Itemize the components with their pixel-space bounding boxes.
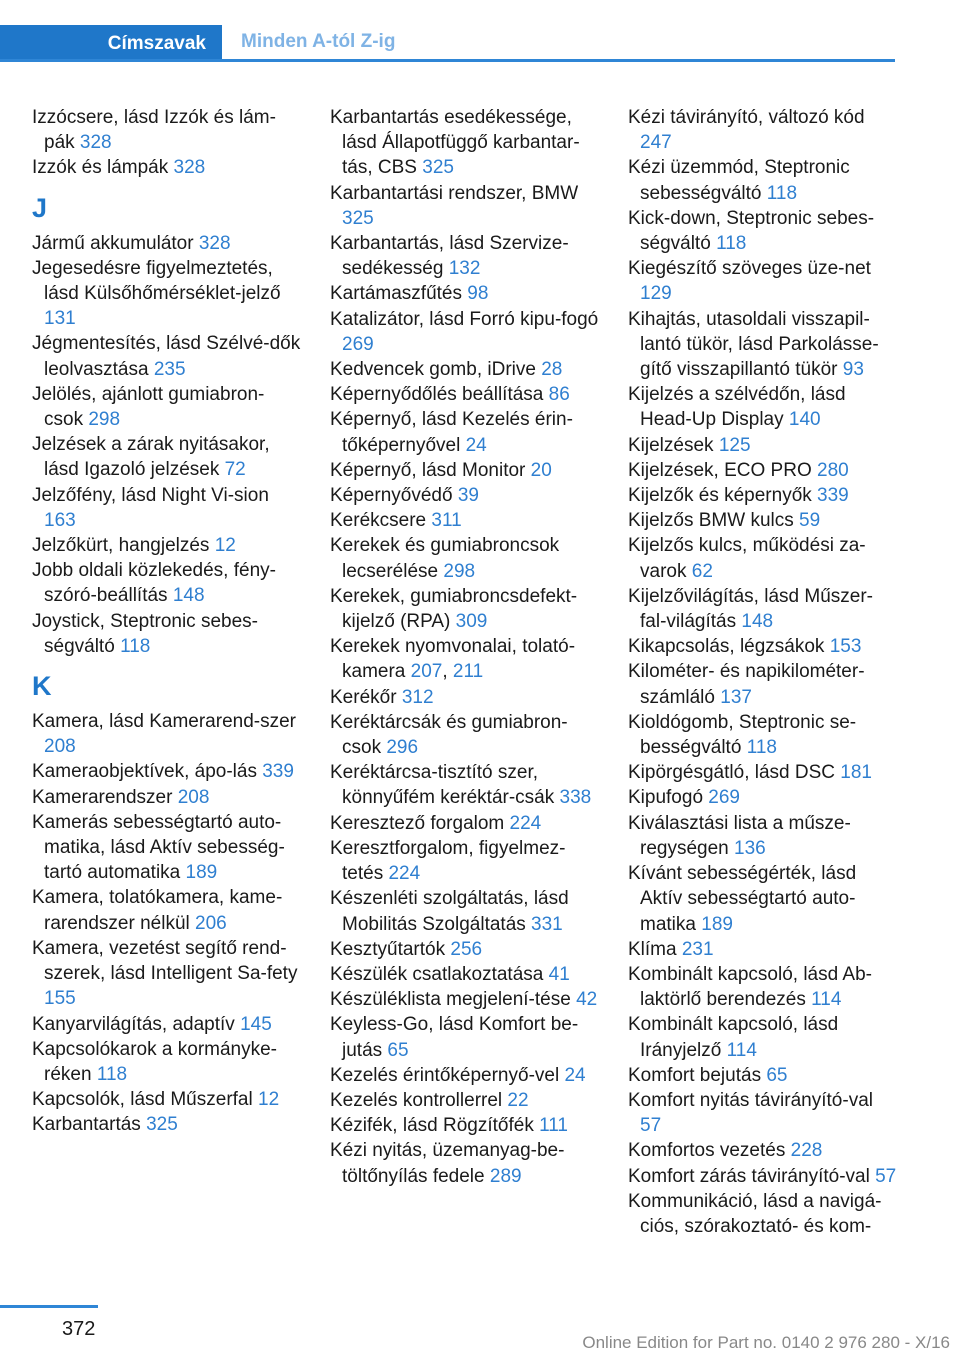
- index-entry: [330, 685, 600, 710]
- page-link[interactable]: 338: [559, 787, 592, 809]
- index-entry: [32, 1037, 302, 1087]
- index-entry: [628, 155, 898, 205]
- page-link[interactable]: 289: [489, 1165, 522, 1187]
- index-entry-text: Izzók és lámpák: [32, 157, 169, 179]
- page-link[interactable]: 137: [720, 686, 752, 708]
- page-link[interactable]: 189: [185, 862, 218, 884]
- page-link[interactable]: 42: [576, 989, 598, 1011]
- index-entry-text: Keréktárcsa-tisztító szer, könnyűfém keréktár-csák: [330, 762, 555, 809]
- page-link[interactable]: 118: [96, 1063, 128, 1085]
- index-entry: [628, 1012, 898, 1062]
- index-entry-text: Katalizátor, lásd Forró kipu-fogó: [330, 308, 599, 330]
- index-entry-text: Kipörgésgátló, lásd DSC: [628, 762, 835, 784]
- index-entry: [330, 1012, 600, 1062]
- index-entry: [32, 759, 302, 784]
- page-link[interactable]: 231: [681, 938, 714, 960]
- index-entry: [628, 483, 898, 508]
- index-entry: [32, 483, 302, 533]
- page-link[interactable]: 208: [44, 736, 76, 758]
- index-entry: [32, 885, 302, 935]
- index-entry: [330, 281, 600, 306]
- index-entry-text: Kijelzővilágítás, lásd Műszer-fal-világítás: [628, 585, 873, 633]
- index-entry: [628, 105, 898, 155]
- index-entry: [628, 634, 898, 659]
- index-entry-text: Képernyő, lásd Kezelés érin-tőképernyővel: [330, 409, 573, 456]
- tab-minden-a-z-label: Minden A-tól Z-ig: [241, 31, 396, 52]
- index-entry: [32, 609, 302, 659]
- index-entry-text: Kedvencek gomb, iDrive: [330, 359, 536, 381]
- page-link[interactable]: 298: [88, 409, 121, 431]
- index-entry: [32, 256, 302, 332]
- page-link[interactable]: 62: [691, 560, 713, 582]
- index-entry-text: Kijelzős kulcs, működési za-varok: [628, 535, 866, 582]
- page-link[interactable]: 93: [842, 359, 864, 381]
- index-entry-text: Jégmentesítés, lásd Szélvé-dők leolvasztása: [32, 333, 301, 380]
- index-entry: [330, 458, 600, 483]
- page-link[interactable]: 12: [214, 535, 236, 557]
- index-entry-text: Kézi üzemmód, Steptronic sebességváltó: [628, 157, 850, 204]
- page-link[interactable]: 163: [44, 509, 76, 531]
- index-entry-text: Kijelzős BMW kulcs: [628, 510, 794, 532]
- page-link[interactable]: 41: [548, 963, 570, 985]
- index-column-1: [32, 105, 302, 1138]
- index-entry: [628, 937, 898, 962]
- index-entry: [628, 760, 898, 785]
- index-entry-text: Keresztforgalom, figyelmez-tetés: [330, 837, 566, 885]
- index-entry: [330, 584, 600, 634]
- page-number: 372: [62, 1318, 96, 1340]
- page-link[interactable]: 129: [640, 283, 672, 305]
- index-entry: [330, 483, 600, 508]
- index-entry: [32, 558, 302, 608]
- index-entry: [32, 533, 302, 558]
- index-entry-text: Kesztyűtartók: [330, 938, 446, 960]
- index-entry: [32, 709, 302, 759]
- index-entry: [628, 382, 898, 432]
- index-entry-text: Kapcsolókarok a kormányke-réken: [32, 1038, 277, 1085]
- index-entry-text: Kezelés érintőképernyő-vel: [330, 1064, 560, 1086]
- index-entry: [330, 508, 600, 533]
- footer-rule: [0, 1305, 98, 1308]
- page-link[interactable]: 325: [422, 157, 454, 179]
- page-link[interactable]: 328: [198, 232, 231, 254]
- index-entry: [330, 1113, 600, 1138]
- page-link[interactable]: 328: [79, 132, 112, 154]
- page-link[interactable]: 269: [708, 787, 740, 809]
- index-entry: [628, 1189, 898, 1239]
- index-entry: [330, 1063, 600, 1088]
- index-column-3: [628, 105, 898, 1239]
- page-link[interactable]: 24: [465, 434, 487, 456]
- page-link[interactable]: 269: [342, 333, 374, 355]
- page-link[interactable]: 118: [766, 182, 798, 204]
- index-entry: [628, 1164, 898, 1189]
- page-link[interactable]: 72: [224, 459, 246, 481]
- index-entry-text: Komfort bejutás: [628, 1064, 762, 1086]
- page-link[interactable]: 148: [172, 585, 205, 607]
- index-entry: [628, 659, 898, 709]
- section-letter: J: [32, 192, 48, 223]
- index-entry: [32, 105, 302, 155]
- page-link[interactable]: 224: [509, 812, 542, 834]
- page-link[interactable]: 256: [450, 938, 483, 960]
- index-entry: [32, 231, 302, 256]
- index-entry: [330, 937, 600, 962]
- index-entry-text: Készenléti szolgáltatás, lásd Mobilitás Szolgáltatás: [330, 888, 569, 935]
- index-entry-text: Kick-down, Steptronic sebes-ségváltó: [628, 207, 875, 255]
- page-link[interactable]: 111: [539, 1115, 568, 1137]
- page-link[interactable]: 131: [44, 308, 76, 330]
- page-link[interactable]: 118: [746, 737, 777, 759]
- index-entry: [32, 331, 302, 381]
- page-link[interactable]: 65: [766, 1064, 788, 1086]
- index-entry: [32, 432, 302, 482]
- page-link[interactable]: 136: [734, 837, 766, 859]
- page-link[interactable]: 114: [726, 1039, 757, 1061]
- index-entry: [330, 533, 600, 583]
- index-entry: [330, 710, 600, 760]
- tab-cimszavak-label: Címszavak: [107, 32, 206, 54]
- index-entry: [628, 1088, 898, 1138]
- header-bar: [0, 25, 895, 62]
- index-entry: [330, 760, 600, 810]
- index-entry: [32, 1087, 302, 1112]
- index-entry: [628, 433, 898, 458]
- index-entry-text: Kijelzők és képernyők: [628, 485, 812, 507]
- index-entry-text: Kezelés kontrollerrel: [330, 1089, 503, 1111]
- index-entry: [628, 584, 898, 634]
- index-entry-text: Karbantartási rendszer, BMW: [330, 182, 579, 204]
- index-entry: [32, 155, 302, 180]
- index-entry: [330, 962, 600, 987]
- index-entry-text: Jobb oldali közlekedés, fény-szóró-beállítás: [32, 560, 276, 607]
- index-entry-text: Kamera, lásd Kamerarend-szer: [32, 711, 296, 733]
- index-entry-text: Kerékcsere: [330, 510, 427, 532]
- index-entry-text: Jelzőkürt, hangjelzés: [32, 535, 210, 557]
- page-link[interactable]: 247: [640, 132, 672, 154]
- index-entry-text: Készüléklista megjelení-tése: [330, 989, 571, 1011]
- index-entry-text: Karbantartás, lásd Szervize-sedékesség: [330, 233, 569, 280]
- page-link[interactable]: 298: [443, 560, 476, 582]
- index-entry-text: Jármű akkumulátor: [32, 232, 194, 254]
- index-entry: [32, 810, 302, 886]
- page-link[interactable]: 325: [146, 1114, 178, 1136]
- page-link[interactable]: 208: [177, 786, 210, 808]
- index-entry-text: Klíma: [628, 938, 677, 960]
- index-entry: [628, 206, 898, 256]
- page-link[interactable]: 12: [258, 1089, 280, 1111]
- index-entry: [330, 382, 600, 407]
- index-entry: [32, 1012, 302, 1037]
- index-entry-text: Kézi nyitás, üzemanyag-be-töltőnyílás fedele: [330, 1140, 565, 1187]
- index-entry-text: Kamera, vezetést segítő rend-szerek, lásd Intelligent Sa-fety: [32, 937, 298, 985]
- index-entry-text: Kijelzések, ECO PRO: [628, 459, 812, 481]
- page-link[interactable]: 148: [741, 611, 774, 633]
- index-entry-text: Kilométer- és napikilométer-számláló: [628, 661, 865, 708]
- page-link[interactable]: 132: [448, 258, 481, 280]
- index-entry: [628, 811, 898, 861]
- page-link[interactable]: 189: [701, 913, 733, 935]
- index-entry-text: Kiválasztási lista a műsze-regységen: [628, 812, 851, 859]
- index-entry-text: Kombinált kapcsoló, lásd Irányjelző: [628, 1014, 839, 1061]
- index-entry: [330, 987, 600, 1012]
- page-link[interactable]: 114: [811, 989, 842, 1011]
- page-link[interactable]: 328: [173, 157, 206, 179]
- page-link[interactable]: 309: [455, 611, 488, 633]
- index-entry: [628, 533, 898, 583]
- index-entry-text: Keréktárcsák és gumiabron-csok: [330, 711, 568, 759]
- index-entry-text: Kiegészítő szöveges üze-net: [628, 258, 871, 280]
- index-entry-text: Kézi távirányító, változó kód: [628, 107, 865, 128]
- index-entry: [330, 357, 600, 382]
- tab-minden-a-z[interactable]: [241, 25, 395, 59]
- index-entry-text: Kartámaszfűtés: [330, 283, 462, 305]
- index-entry: [330, 407, 600, 457]
- index-entry: [330, 886, 600, 936]
- page-link[interactable]: 118: [120, 635, 151, 657]
- tab-cimszavak[interactable]: [0, 25, 222, 62]
- page-link[interactable]: 39: [457, 485, 479, 507]
- index-entry: Kerekek nyomvonalai, tolató-kamera 207, 211: [330, 636, 576, 683]
- page-link[interactable]: 325: [342, 207, 374, 229]
- index-entry-text: Kipufogó: [628, 787, 704, 809]
- index-entry-text: Izzócsere, lásd Izzók és lám-pák: [32, 107, 276, 154]
- page-link[interactable]: 153: [829, 636, 862, 658]
- index-entry: [32, 936, 302, 1012]
- index-entry-text: Kamerarendszer: [32, 786, 173, 808]
- page-link[interactable]: 181: [840, 762, 872, 784]
- index-entry-text: Kihajtás, utasoldali visszapil-lantó tükör, lásd Parkolásse-gítő visszapillantó tükör: [628, 308, 879, 381]
- page-link[interactable]: 145: [240, 1013, 272, 1035]
- index-entry-text: Komfort nyitás távirányító-val: [628, 1089, 873, 1111]
- index-entry-text: Joystick, Steptronic sebes-ségváltó: [32, 610, 258, 657]
- index-entry-text: Képernyődőlés beállítása: [330, 384, 544, 406]
- index-entry-text: Kijelzések: [628, 434, 714, 456]
- index-entry-text: Kerekek és gumiabroncsok lecserélése: [330, 535, 560, 582]
- index-entry-text: Képernyővédő: [330, 485, 453, 507]
- page-link[interactable]: 207: [410, 661, 443, 683]
- page-link[interactable]: 57: [640, 1115, 662, 1137]
- index-entry-text: Kijelzés a szélvédőn, lásd Head-Up Display: [628, 384, 846, 431]
- page-link[interactable]: 339: [262, 761, 294, 783]
- index-entry-text: Kamerás sebességtartó auto-matika, lásd Aktív sebesség-tartó automatika: [32, 811, 285, 884]
- index-entry-text: Komfort zárás távirányító-val: [628, 1165, 870, 1187]
- index-entry: [32, 1112, 302, 1137]
- index-entry-text: Jelzések a zárak nyitásakor, lásd Igazoló jelzések: [32, 434, 270, 481]
- page-link[interactable]: 206: [195, 912, 227, 934]
- page-link[interactable]: 339: [817, 485, 849, 507]
- index-entry: [628, 962, 898, 1012]
- index-entry-text: Jelzőfény, lásd Night Vi-sion: [32, 484, 269, 506]
- index-entry: [628, 256, 898, 306]
- page-link[interactable]: 311: [431, 510, 462, 532]
- index-entry-text: Jelölés, ajánlott gumiabron-csok: [32, 383, 265, 431]
- page-link[interactable]: 235: [153, 358, 186, 380]
- index-entry: [330, 1088, 600, 1113]
- index-entry: [330, 836, 600, 886]
- index-entry-text: Képernyő, lásd Monitor: [330, 459, 526, 481]
- index-entry-text: Keresztező forgalom: [330, 812, 505, 834]
- index-entry-text: Kanyarvilágítás, adaptív: [32, 1013, 235, 1035]
- edition-note: Online Edition for Part no. 0140 2 976 280 - X/16: [582, 1333, 950, 1352]
- page-link[interactable]: 125: [718, 434, 751, 456]
- index-entry-text: Keyless-Go, lásd Komfort be-jutás: [330, 1014, 579, 1061]
- page-link[interactable]: 22: [507, 1089, 529, 1111]
- index-entry-text: Kameraobjektívek, ápo-lás: [32, 761, 257, 783]
- section-letter: K: [32, 671, 52, 702]
- index-column-2: [330, 105, 600, 1189]
- index-entry-text: Készülék csatlakoztatása: [330, 963, 544, 985]
- index-entry: [330, 811, 600, 836]
- page-link[interactable]: 20: [530, 459, 552, 481]
- page-link[interactable]: 312: [401, 686, 434, 708]
- page-link[interactable]: 57: [875, 1165, 897, 1187]
- index-entry: [628, 861, 898, 937]
- index-entry: [628, 307, 898, 383]
- index-entry-text: Kamera, tolatókamera, kame-rarendszer nélkül: [32, 887, 283, 934]
- index-entry: [628, 710, 898, 760]
- page-link[interactable]: 65: [387, 1039, 409, 1061]
- index-entry-text: Jegesedésre figyelmeztetés, lásd Külsőhőmérséklet-jelző: [32, 257, 281, 305]
- page-link[interactable]: 86: [548, 384, 570, 406]
- index-entry: [32, 785, 302, 810]
- index-entry-text: Kézifék, lásd Rögzítőfék: [330, 1115, 534, 1137]
- index-entry-text: Kívánt sebességérték, lásd Aktív sebességtartó auto-matika: [628, 863, 857, 935]
- index-entry: [330, 1138, 600, 1188]
- index-entry: [330, 231, 600, 281]
- page-link[interactable]: 28: [541, 359, 563, 381]
- index-entry-text: Kikapcsolás, légzsákok: [628, 636, 825, 658]
- page-link[interactable]: 59: [799, 510, 821, 532]
- index-entry-text: Kioldógomb, Steptronic se-bességváltó: [628, 711, 857, 759]
- index-entry-text: Kerekek, gumiabroncsdefekt-kijelző (RPA): [330, 585, 578, 633]
- index-entry-text: Karbantartás: [32, 1114, 141, 1136]
- page-link[interactable]: 98: [467, 283, 489, 305]
- page-link[interactable]: 118: [716, 233, 747, 255]
- index-entry-text: Karbantartás esedékessége, lásd Állapotfüggő karbantar-tás, CBS: [330, 107, 580, 179]
- index-entry-text: Kombinált kapcsoló, lásd Ab-laktörlő berendezés: [628, 963, 872, 1011]
- index-entry: [628, 1138, 898, 1163]
- index-entry-text: Kerékőr: [330, 686, 397, 708]
- page-link[interactable]: 224: [388, 863, 421, 885]
- header-rule: [0, 59, 895, 62]
- page-link[interactable]: 155: [44, 988, 76, 1010]
- index-entry: [628, 785, 898, 810]
- index-entry-text: Kapcsolók, lásd Műszerfal: [32, 1089, 253, 1111]
- page-link[interactable]: 228: [790, 1140, 823, 1162]
- index-entry-text: Komfortos vezetés: [628, 1140, 786, 1162]
- index-entry: [628, 508, 898, 533]
- page-link[interactable]: 211: [452, 661, 484, 683]
- index-entry: [330, 307, 600, 357]
- page-link[interactable]: 331: [531, 913, 563, 935]
- index-entry: [330, 181, 600, 231]
- page-link[interactable]: 140: [788, 409, 821, 431]
- index-entry: [32, 382, 302, 432]
- page-link[interactable]: 296: [386, 737, 419, 759]
- page-link[interactable]: 280: [817, 459, 849, 481]
- page-link[interactable]: 24: [564, 1064, 586, 1086]
- index-entry: [628, 458, 898, 483]
- index-entry: [628, 1063, 898, 1088]
- index-entry: [330, 105, 600, 181]
- index-entry-text: Kerekek nyomvonalai, tolató-kamera: [330, 636, 576, 683]
- index-entry-text: Kommunikáció, lásd a navigá-ciós, szórakoztató- és kom-: [628, 1190, 882, 1237]
